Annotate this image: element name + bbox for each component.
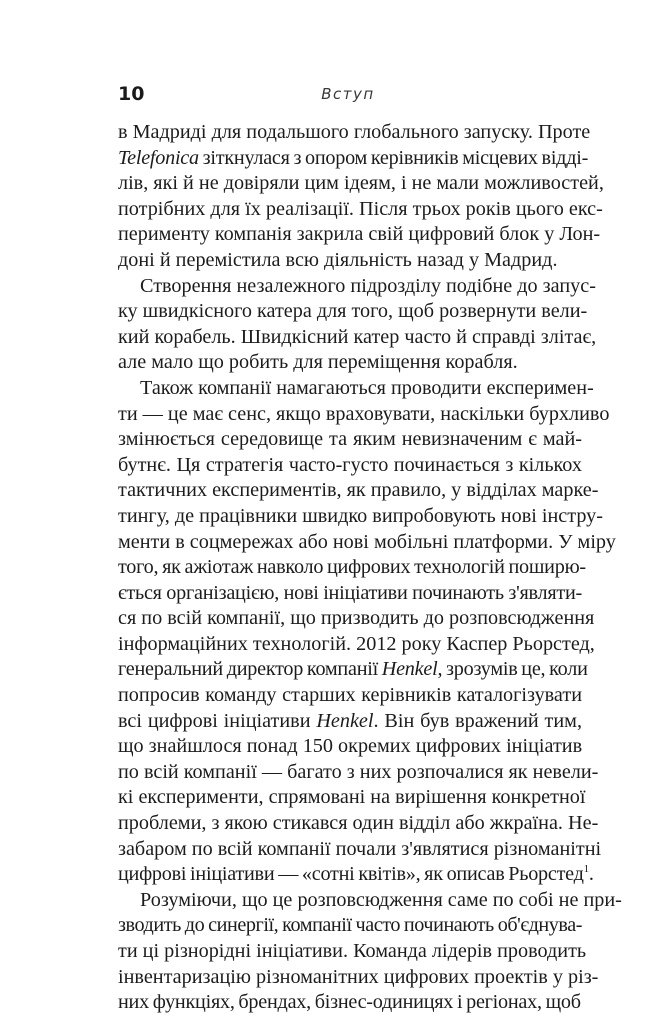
text-run: інвентаризацію різноманітних цифрових проектів у різ-	[118, 965, 599, 988]
paragraph	[118, 120, 604, 274]
body-text	[118, 120, 622, 1016]
text-line	[118, 837, 602, 863]
text-run: попросив команду старших керівників каталогізувати	[118, 684, 582, 707]
text-line	[118, 657, 588, 683]
text-line	[118, 785, 586, 811]
text-line	[118, 453, 582, 479]
text-run: інформаційних технологій. 2012 року Каспер Рьорстед,	[118, 632, 595, 655]
text-line	[118, 222, 601, 248]
text-run: потрібних для їх реалізації. Після трьох років цього екс-	[118, 197, 603, 220]
text-line	[118, 581, 582, 607]
text-run: тактичних експериментів, як правило, у відділах марке-	[118, 479, 599, 502]
text-run: них функціях, брендах, бізнес-одиницях і регіонах, щоб	[118, 991, 581, 1014]
text-line	[118, 376, 594, 402]
text-line	[118, 197, 603, 223]
text-run: генеральний директор компанії	[118, 658, 382, 681]
text-run: ку швидкісного катера для того, щоб розвернути вели-	[118, 300, 588, 323]
text-run: тингу, де працівники швидко випробовують нові інстру-	[118, 504, 603, 527]
text-run: , зрозумів це, коли	[437, 658, 588, 681]
text-line	[118, 913, 582, 939]
text-run: всі цифрові ініціативи	[118, 709, 317, 732]
text-run: в Мадриді для подальшого глобального запуску. Проте	[118, 121, 591, 143]
text-run: але мало що робить для переміщення корабля.	[118, 351, 518, 374]
text-line	[118, 965, 599, 991]
text-run: ся по всій компанії, що призводить до розповсюдження	[118, 607, 595, 630]
text-run: по всій компанії — багато з них розпочалися як невели-	[118, 760, 599, 783]
paragraph	[118, 888, 622, 1016]
text-run: того, як ажіотаж навколо цифрових технологій поширю-	[118, 556, 586, 579]
text-line	[118, 120, 591, 146]
text-run: забаром по всій компанії почали з'являтися різноманітні	[118, 837, 602, 860]
text-run: лів, які й не довіряли цим ідеям, і не мали можливостей,	[118, 172, 604, 195]
text-run: .	[588, 863, 594, 886]
company-name: Telefonica	[118, 146, 199, 169]
company-name: Henkel	[381, 658, 438, 681]
text-run: зводить до синергії, компанії часто починають об'єднува-	[118, 914, 582, 937]
company-name: Henkel	[316, 709, 374, 732]
text-line	[118, 274, 596, 300]
text-line	[118, 171, 604, 197]
text-line	[118, 939, 587, 965]
running-head: Вступ	[321, 85, 375, 103]
text-line	[118, 862, 594, 888]
text-line	[118, 248, 582, 274]
text-line	[118, 632, 595, 658]
text-line	[118, 350, 582, 376]
text-line	[118, 888, 622, 914]
text-run: зіткнулася з опором керівників місцевих відді-	[198, 146, 589, 169]
text-run: . Він був вражений тим,	[373, 709, 582, 732]
text-run: ється організацією, нові ініціативи починають з'являти-	[118, 581, 582, 604]
paragraph	[118, 376, 616, 888]
text-run: ти ці різнорідні ініціативи. Команда лідерів проводить	[118, 940, 587, 962]
text-line	[118, 811, 599, 837]
text-line	[118, 325, 597, 351]
text-run: проблеми, з якою стикався один відділ або жкраїна. Не-	[118, 812, 599, 835]
text-line	[118, 146, 589, 172]
page-header	[118, 82, 578, 108]
text-run: Створення незалежного підрозділу подібне до запус-	[140, 274, 596, 297]
text-line	[118, 760, 599, 786]
text-line	[118, 709, 582, 735]
text-run: що знайшлося понад 150 окремих цифрових ініціатив	[118, 735, 583, 758]
text-line	[118, 734, 582, 760]
text-line	[118, 606, 595, 632]
text-run: кий корабель. Швидкісний катер часто й справді злітає,	[118, 325, 597, 348]
text-run: ти — це має сенс, якщо враховувати, наскільки бурхливо	[118, 402, 610, 425]
text-line	[118, 402, 610, 428]
text-line	[118, 555, 586, 581]
text-run: менти в соцмережах або нові мобільні платформи. У міру	[118, 530, 616, 553]
text-run: бутнє. Ця стратегія часто-густо починається з кількох	[118, 453, 582, 476]
page-number: 10	[118, 83, 145, 105]
text-line	[118, 530, 616, 556]
text-line	[118, 299, 588, 325]
text-line	[118, 683, 582, 709]
text-run: перименту компанія закрила свій цифровий блок у Лон-	[118, 223, 601, 246]
footnote-ref: 1	[583, 863, 589, 876]
text-line	[118, 990, 582, 1016]
text-line	[118, 478, 599, 504]
text-run: цифрові ініціативи — «сотні квітів», як описав Рьорстед	[118, 863, 584, 886]
text-line	[118, 504, 603, 530]
text-run: змінюється середовище та яким невизначеним є май-	[118, 428, 582, 451]
text-run: Також компанії намагаються проводити експеримен-	[140, 376, 594, 399]
paragraph	[118, 274, 597, 376]
text-line	[118, 427, 582, 453]
text-run: кі експерименти, спрямовані на вирішення конкретної	[118, 786, 586, 809]
text-run: Розуміючи, що це розповсюдження саме по собі не при-	[140, 888, 622, 911]
text-run: доні й перемістила всю діяльність назад у Мадрид.	[118, 248, 558, 271]
